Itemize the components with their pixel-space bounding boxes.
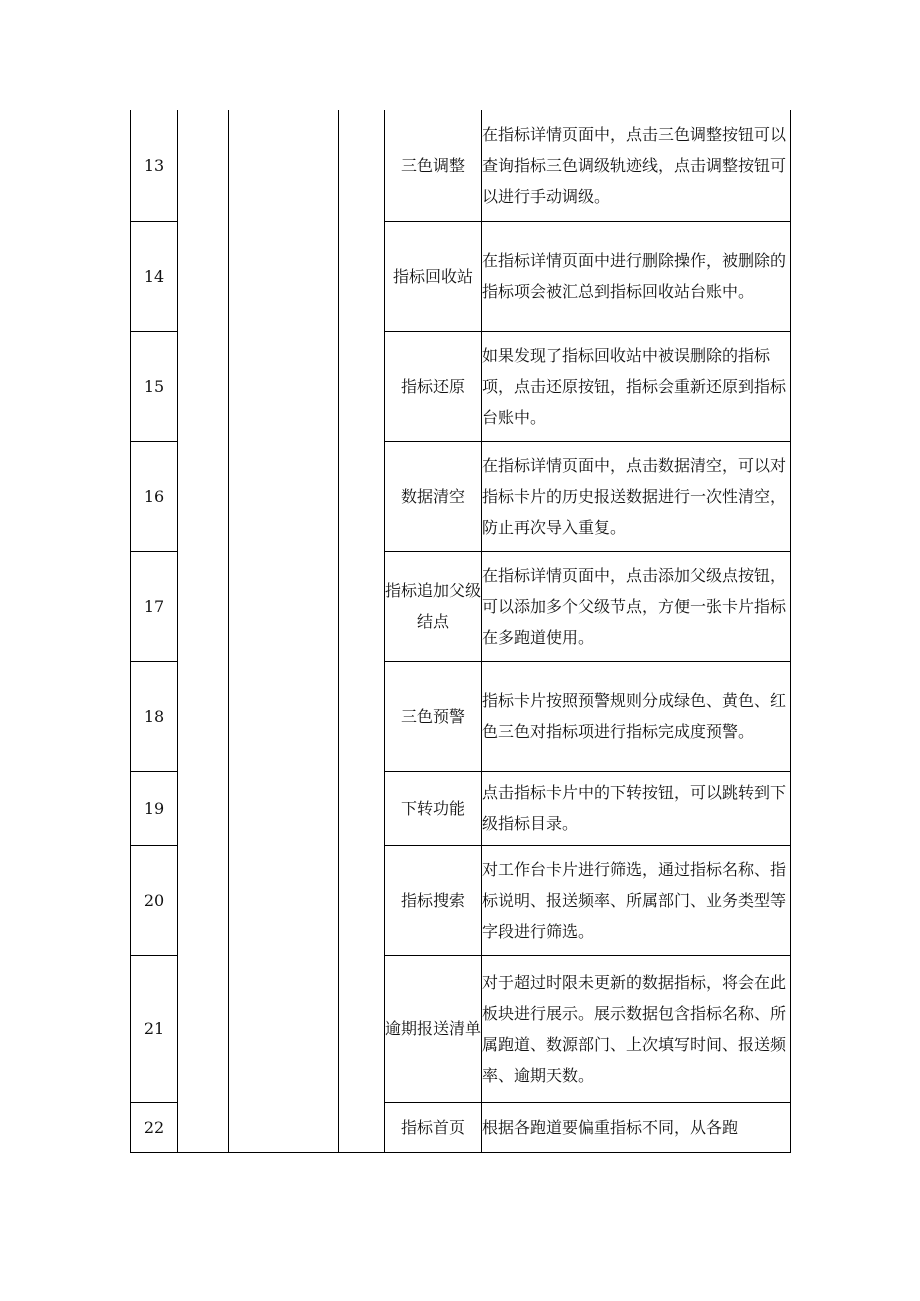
row-number: 18: [131, 661, 178, 771]
row-number: 21: [131, 955, 178, 1102]
feature-table: [130, 110, 791, 1153]
feature-name: 指标还原: [385, 331, 482, 441]
row-number: 14: [131, 221, 178, 331]
feature-description: 对工作台卡片进行筛选，通过指标名称、指标说明、报送频率、所属部门、业务类型等字段进行筛选。: [482, 845, 791, 955]
feature-name: 三色预警: [385, 661, 482, 771]
row-number: 16: [131, 441, 178, 551]
row-number: 20: [131, 845, 178, 955]
feature-name: 指标首页: [385, 1102, 482, 1152]
feature-description: 在指标详情页面中，点击三色调整按钮可以查询指标三色调级轨迹线，点击调整按钮可以进行手动调级。: [482, 110, 791, 221]
row-number: 19: [131, 771, 178, 845]
feature-description: 在指标详情页面中，点击添加父级点按钮，可以添加多个父级节点，方便一张卡片指标在多跑道使用。: [482, 551, 791, 661]
row-number: 17: [131, 551, 178, 661]
feature-name: 三色调整: [385, 110, 482, 221]
row-number: 22: [131, 1102, 178, 1152]
feature-name: 指标追加父级结点: [385, 551, 482, 661]
merged-blank-cell: [229, 110, 339, 1152]
feature-description: 指标卡片按照预警规则分成绿色、黄色、红色三色对指标项进行指标完成度预警。: [482, 661, 791, 771]
feature-name: 指标搜索: [385, 845, 482, 955]
row-number: 13: [131, 110, 178, 221]
merged-blank-cell: [339, 110, 385, 1152]
feature-description: 在指标详情页面中，点击数据清空，可以对指标卡片的历史报送数据进行一次性清空，防止再次导入重复。: [482, 441, 791, 551]
feature-description: 根据各跑道要偏重指标不同，从各跑: [482, 1102, 791, 1152]
feature-name: 数据清空: [385, 441, 482, 551]
feature-name: 逾期报送清单: [385, 955, 482, 1102]
merged-blank-cell: [178, 110, 229, 1152]
feature-name: 下转功能: [385, 771, 482, 845]
table-row: [131, 110, 791, 221]
feature-description: 对于超过时限未更新的数据指标，将会在此板块进行展示。展示数据包含指标名称、所属跑道、数源部门、上次填写时间、报送频率、逾期天数。: [482, 955, 791, 1102]
feature-description: 如果发现了指标回收站中被误删除的指标项，点击还原按钮，指标会重新还原到指标台账中。: [482, 331, 791, 441]
feature-name: 指标回收站: [385, 221, 482, 331]
feature-description: 在指标详情页面中进行删除操作，被删除的指标项会被汇总到指标回收站台账中。: [482, 221, 791, 331]
feature-description: 点击指标卡片中的下转按钮，可以跳转到下级指标目录。: [482, 771, 791, 845]
row-number: 15: [131, 331, 178, 441]
